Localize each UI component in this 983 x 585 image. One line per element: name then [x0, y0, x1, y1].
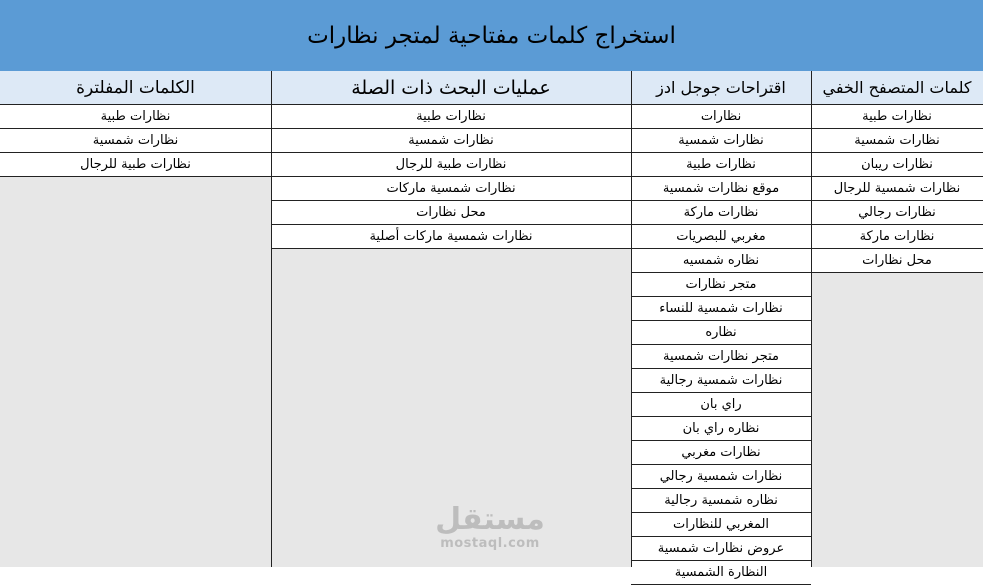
keyword-cell[interactable]: موقع نظارات شمسية [631, 177, 811, 201]
column-divider [811, 71, 812, 567]
keyword-cell[interactable]: نظاره [631, 321, 811, 345]
keyword-cell[interactable]: نظارات ريبان [811, 153, 983, 177]
keyword-cell[interactable]: نظارات شمسية [271, 129, 631, 153]
column-google-ads-suggestions [631, 71, 811, 580]
keyword-cell[interactable]: نظارات شمسية [631, 129, 811, 153]
keyword-cell[interactable]: متجر نظارات [631, 273, 811, 297]
keyword-cell[interactable]: نظارات شمسية للرجال [811, 177, 983, 201]
keyword-cell[interactable]: نظارات طبية [631, 153, 811, 177]
keyword-cell[interactable]: نظارات شمسية ماركات أصلية [271, 225, 631, 249]
keyword-cell[interactable]: نظاره شمسية رجالية [631, 489, 811, 513]
empty-area [0, 177, 271, 567]
keyword-cell[interactable]: محل نظارات [811, 249, 983, 273]
keyword-cell[interactable]: نظارات رجالي [811, 201, 983, 225]
keyword-cell[interactable]: مغربي للبصريات [631, 225, 811, 249]
keyword-cell[interactable]: المغربي للنظارات [631, 513, 811, 537]
column-body [811, 105, 983, 567]
keyword-cell[interactable]: نظارات ماركة [811, 225, 983, 249]
keyword-cell[interactable]: نظارات طبية [271, 105, 631, 129]
keyword-cell[interactable]: نظارات شمسية [0, 129, 271, 153]
keyword-cell[interactable]: نظارات [631, 105, 811, 129]
empty-area [271, 249, 631, 567]
keyword-cell[interactable]: محل نظارات [271, 201, 631, 225]
keyword-cell[interactable]: عروض نظارات شمسية [631, 537, 811, 561]
column-divider [631, 71, 632, 567]
column-incognito-keywords [811, 71, 983, 567]
column-related-searches [271, 71, 631, 567]
keyword-cell[interactable]: نظارات شمسية ماركات [271, 177, 631, 201]
keyword-cell[interactable]: متجر نظارات شمسية [631, 345, 811, 369]
sheet-title: استخراج كلمات مفتاحية لمتجر نظارات [0, 0, 983, 72]
keyword-cell[interactable]: راي بان [631, 393, 811, 417]
watermark-logo: مستقل [435, 502, 545, 537]
keyword-cell[interactable]: نظارات طبية [0, 105, 271, 129]
keyword-cell[interactable]: نظاره راي بان [631, 417, 811, 441]
keyword-cell[interactable]: نظارات طبية للرجال [0, 153, 271, 177]
keyword-cell[interactable]: نظارات طبية للرجال [271, 153, 631, 177]
column-filtered-keywords [0, 71, 271, 567]
keyword-cell[interactable]: نظارات ماركة [631, 201, 811, 225]
keyword-cell[interactable]: نظارات مغربي [631, 441, 811, 465]
keyword-cell[interactable]: النظارة الشمسية [631, 561, 811, 585]
column-body [0, 105, 271, 567]
column-header[interactable]: عمليات البحث ذات الصلة [271, 71, 631, 105]
column-header[interactable]: كلمات المتصفح الخفي [811, 71, 983, 105]
keyword-cell[interactable]: نظارات شمسية للنساء [631, 297, 811, 321]
keyword-cell[interactable]: نظارات شمسية رجالية [631, 369, 811, 393]
column-header[interactable]: اقتراحات جوجل ادز [631, 71, 811, 105]
column-body [631, 105, 811, 580]
column-body [271, 105, 631, 567]
watermark-url: mostaql.com [440, 536, 540, 551]
column-divider [271, 71, 272, 567]
keyword-cell[interactable]: نظارات شمسية رجالي [631, 465, 811, 489]
keyword-cell[interactable]: نظارات شمسية [811, 129, 983, 153]
column-header[interactable]: الكلمات المفلترة [0, 71, 271, 105]
keyword-cell[interactable]: نظاره شمسيه [631, 249, 811, 273]
keyword-cell[interactable]: نظارات طبية [811, 105, 983, 129]
empty-area [811, 273, 983, 567]
